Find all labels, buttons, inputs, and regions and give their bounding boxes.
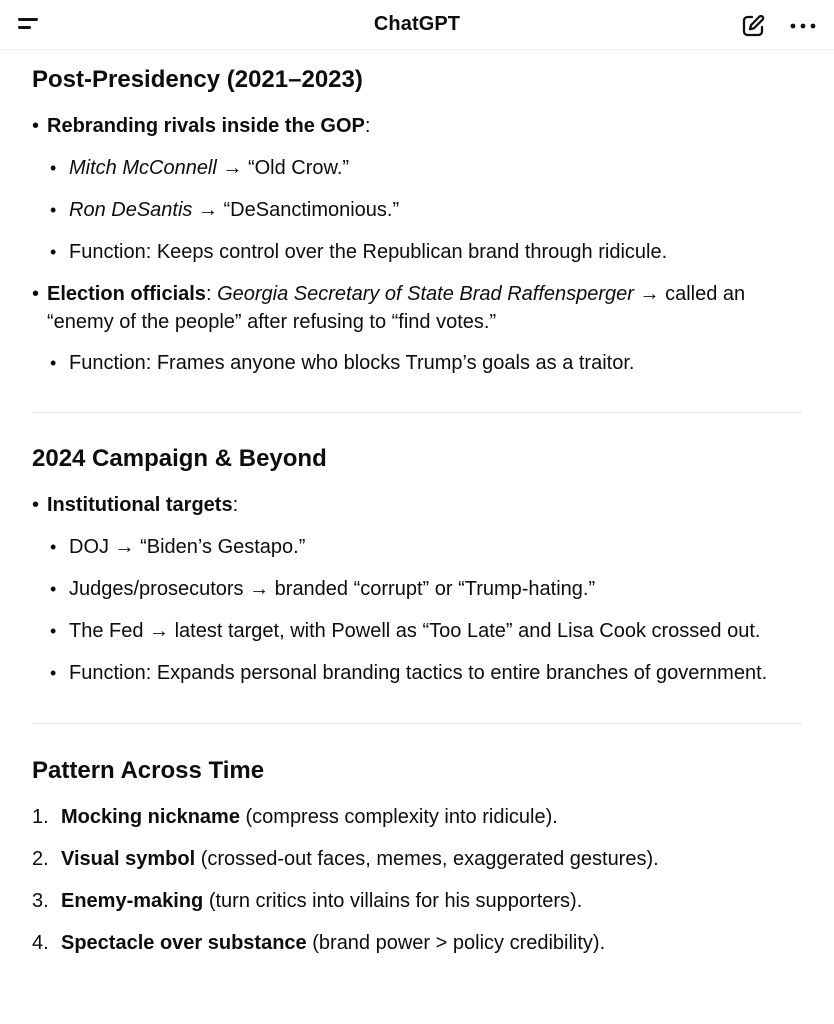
bold-text: Mocking nickname [61,806,240,828]
list-item [32,280,802,336]
section-heading: Post-Presidency (2021–2023) [32,66,363,93]
numbered-list [32,803,802,957]
new-chat-icon[interactable] [739,12,767,40]
item-text: DOJ → “Biden’s Gestapo.” [69,536,306,558]
item-text: : [232,494,239,516]
section-divider [32,412,802,413]
italic-text: Georgia Secretary of State Brad Raffensperger [217,283,634,305]
italic-text: Mitch McConnell [69,157,217,179]
item-text: The Fed → latest target, with Powell as “Too Late” and Lisa Cook crossed out. [69,620,761,642]
item-text: (turn critics into villains for his supporters). [203,890,583,912]
item-text: Function: Keeps control over the Republican brand through ridicule. [69,241,668,263]
list-number: 1. [32,806,49,828]
item-text: → called an “enemy of the people” after refusing to “find votes.” [47,283,746,333]
list-number: 3. [32,890,49,912]
item-text: Judges/prosecutors → branded “corrupt” or “Trump-hating.” [69,578,596,600]
bullet-icon: • [50,621,57,641]
item-text: (brand power > policy credibility). [306,932,606,954]
list-number: 2. [32,848,49,870]
item-text: : [205,283,218,305]
item-text: : [364,115,371,137]
list-item [32,845,802,873]
item-text: → “DeSanctimonious.” [192,199,400,221]
bullet-icon: • [50,158,57,178]
list-item [32,617,802,645]
bullet-icon: • [50,242,57,262]
item-text: → “Old Crow.” [216,157,350,179]
section-heading: Pattern Across Time [32,757,265,784]
bullet-icon: • [32,283,40,305]
item-text: Function: Frames anyone who blocks Trump’s goals as a traitor. [69,352,635,374]
bullet-icon: • [50,537,57,557]
chat-message [32,60,802,957]
list-item [32,887,802,915]
list-item [32,238,802,266]
more-options-icon[interactable] [788,12,818,40]
item-text: Function: Expands personal branding tactics to entire branches of government. [69,662,768,684]
list-item [32,154,802,182]
section-divider [32,723,802,724]
list-item [32,196,802,224]
bullet-icon: • [50,353,57,373]
bold-text: Rebranding rivals inside the GOP [47,115,365,137]
item-text: (compress complexity into ridicule). [239,806,558,828]
list-item [32,112,802,140]
list-number: 4. [32,932,49,954]
bold-text: Institutional targets [47,494,233,516]
bold-text: Election officials [47,283,206,305]
bullet-icon: • [32,494,40,516]
bullet-icon: • [50,579,57,599]
bold-text: Spectacle over substance [61,932,307,954]
list-item [32,533,802,561]
list-item [32,659,802,687]
bullet-icon: • [50,663,57,683]
app-title: ChatGPT [373,13,461,35]
list-item [32,575,802,603]
item-text: (crossed-out faces, memes, exaggerated gestures). [195,848,659,870]
list-item [32,349,802,377]
list-item [32,803,802,831]
bullet-icon: • [32,115,40,137]
bold-text: Enemy-making [61,890,204,912]
list-item [32,929,802,957]
section-heading: 2024 Campaign & Beyond [32,445,327,472]
italic-text: Ron DeSantis [69,199,193,221]
list-item [32,491,802,519]
bullet-icon: • [50,200,57,220]
top-bar [0,0,834,50]
bold-text: Visual symbol [61,848,196,870]
